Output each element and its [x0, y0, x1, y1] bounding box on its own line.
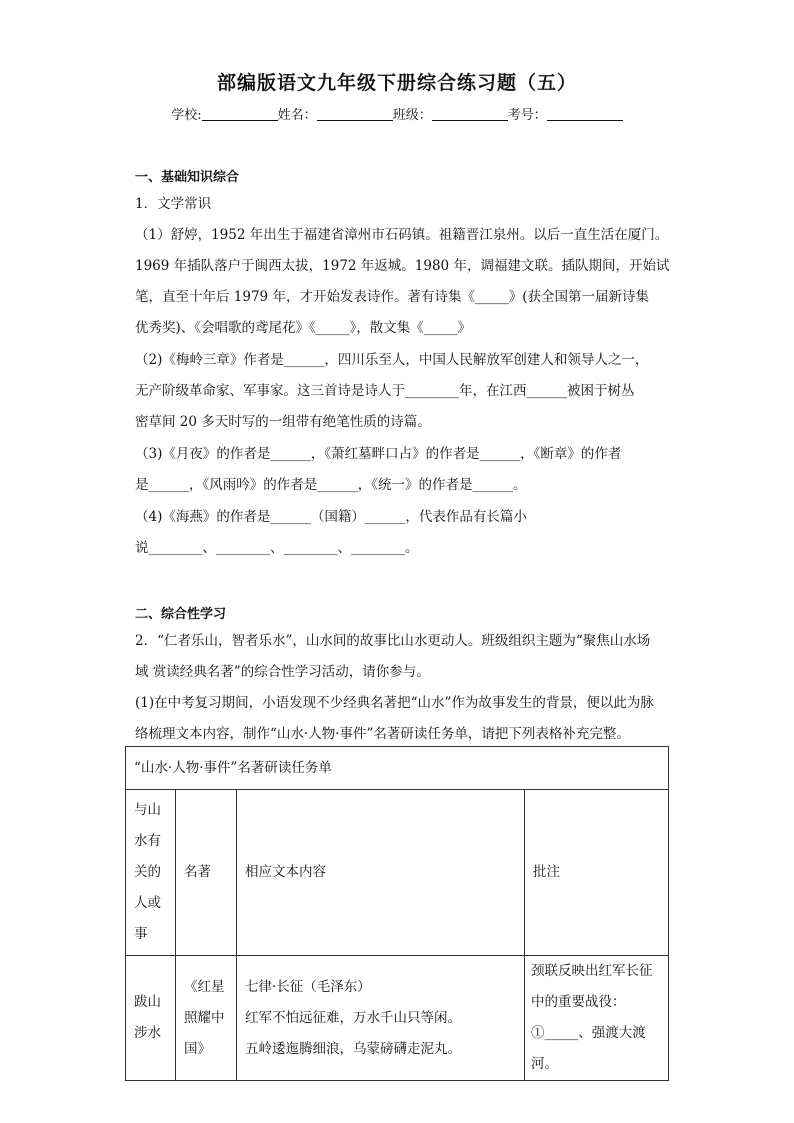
s1-line: （4)《海燕》的作者是______（国籍）______，代表作品有长篇小 — [135, 509, 527, 525]
exam-label: 考号： — [507, 108, 547, 123]
exam-blank[interactable] — [547, 108, 623, 121]
table-row-book: 《红星 照耀中 国》 — [176, 956, 237, 1081]
section1-heading: 一、基础知识综合 — [135, 170, 240, 185]
s2-line: 2．“仁者乐山，智者乐水”，山水间的故事比山水更动人。班级组织主题为“聚焦山水场 — [135, 633, 651, 649]
s1-line: 密草间 20 多天时写的一组带有绝笔性质的诗篇。 — [135, 414, 431, 430]
class-blank[interactable] — [432, 108, 508, 121]
s1-line: 说________、________、________、________。 — [135, 540, 419, 556]
s1-line: 是______，《风雨吟》的作者是______，《统一》的作者是______。 — [135, 477, 527, 493]
page-title: 部编版语文九年级下册综合练习题（五） — [216, 72, 577, 94]
class-label: 班级： — [392, 108, 432, 123]
header-col-text: 相应文本内容 — [237, 790, 525, 956]
s1-line: 优秀奖)、《会唱歌的鸢尾花》《_____》，散文集《_____》 — [135, 320, 472, 336]
header-col-note: 批注 — [525, 790, 669, 956]
student-info-line — [0, 104, 794, 123]
s2-line: 络梳理文本内容，制作“山水·人物·事件”名著研读任务单，请把下列表格补充完整。 — [135, 726, 630, 742]
s1-line: 1969 年插队落户于闽西太拔，1972 年返城。1980 年，调福建文联。插队期间，开始试 — [135, 258, 670, 274]
header-col-book: 名著 — [176, 790, 237, 956]
table-caption: “山水·人物·事件”名著研读任务单 — [126, 747, 669, 790]
school-blank[interactable] — [202, 108, 278, 121]
s1-line: （3)《月夜》的作者是______，《萧红墓畔口占》的作者是______，《断章》的作者 — [135, 446, 622, 462]
s1-line: 笔，直至十年后 1979 年，才开始发表诗作。著有诗集《_____》(获全国第一届新诗集 — [135, 289, 649, 305]
table-row-text: 七律·长征（毛泽东） 红军不怕远征难，万水千山只等闲。 五岭逶迤腾细浪，乌蒙磅礴走泥丸。 — [237, 956, 525, 1081]
table-row-topic: 跋山 涉水 — [126, 956, 176, 1081]
q1-label: 1．文学常识 — [135, 196, 212, 212]
name-blank[interactable] — [317, 108, 393, 121]
s1-line: （1）舒婷，1952 年出生于福建省漳州市石码镇。祖籍晋江泉州。以后一直生活在厦门。 — [135, 227, 669, 243]
s2-line: 域 赏读经典名著”的综合性学习活动，请你参与。 — [135, 664, 430, 680]
s1-line: （2)《梅岭三章》作者是______，四川乐至人，中国人民解放军创建人和领导人之一， — [135, 352, 649, 368]
table-row-note: 颈联反映出红军长征 中的重要战役： ①_____、强渡大渡河。 — [525, 956, 669, 1081]
school-label: 学校: — [171, 108, 202, 123]
name-label: 姓名： — [277, 108, 317, 123]
s1-line: 无产阶级革命家、军事家。这三首诗是诗人于________年，在江西______被困于树丛 — [135, 383, 635, 399]
reading-task-table — [125, 746, 669, 1081]
header-col-topic: 与山 水有 关的 人或 事 — [126, 790, 176, 956]
section2-heading: 二、综合性学习 — [135, 607, 227, 622]
s2-line: (1)在中考复习期间，小语发现不少经典名著把“山水”作为故事发生的背景，便以此为脉 — [135, 695, 654, 711]
